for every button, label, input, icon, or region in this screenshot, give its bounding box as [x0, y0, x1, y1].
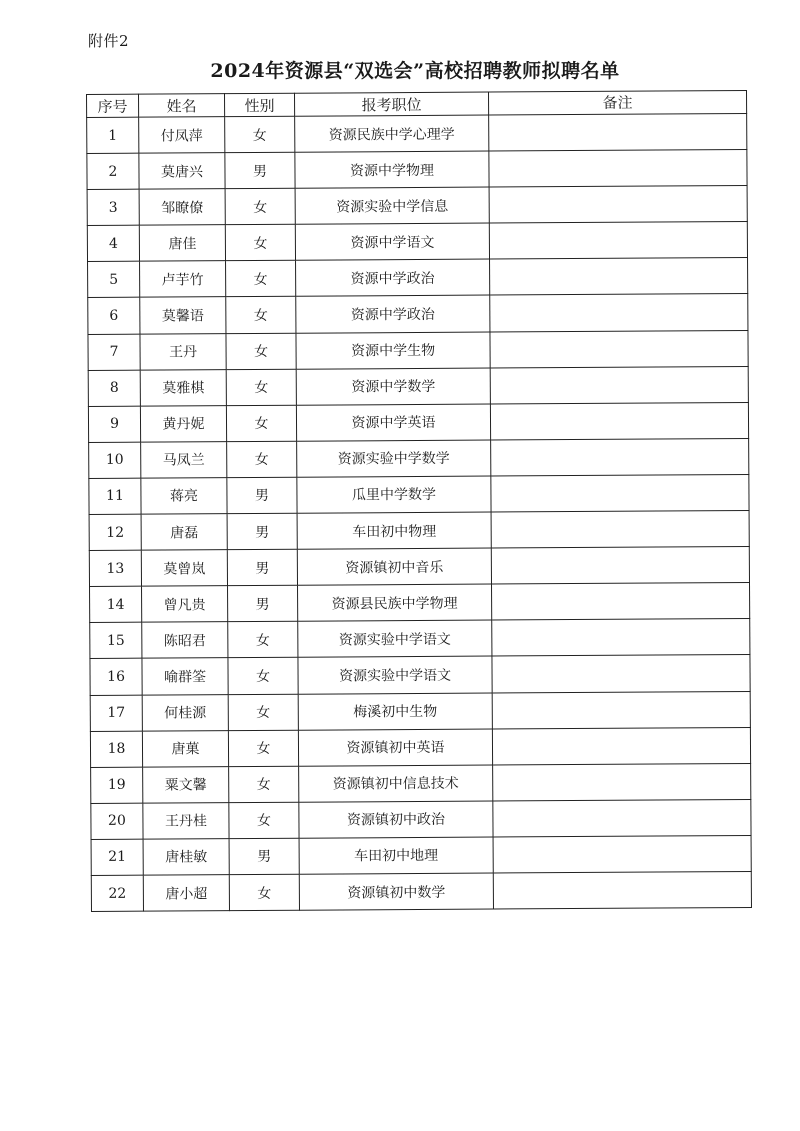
cell-position: 瓜里中学数学: [297, 476, 491, 513]
table-row: [89, 474, 749, 514]
cell-index: 8: [88, 370, 140, 406]
cell-position: 资源中学数学: [296, 368, 490, 405]
cell-gender: 男: [228, 585, 298, 622]
cell-position: 资源实验中学数学: [297, 440, 491, 477]
cell-note: [492, 655, 750, 693]
cell-name: 蒋亮: [141, 478, 227, 515]
cell-note: [490, 402, 748, 440]
cell-note: [492, 583, 750, 621]
cell-gender: 男: [227, 549, 297, 586]
cell-gender: 女: [226, 261, 296, 298]
table-row: [89, 438, 749, 478]
cell-note: [491, 474, 749, 512]
cell-name: 喻群筌: [142, 658, 228, 695]
cell-note: [489, 186, 747, 224]
cell-gender: 女: [228, 694, 298, 731]
hiring-list-table: [86, 90, 752, 912]
cell-position: 资源中学生物: [296, 332, 490, 369]
cell-name: 王丹桂: [143, 802, 229, 839]
cell-index: 5: [88, 262, 140, 298]
cell-position: 资源县民族中学物理: [298, 584, 492, 621]
cell-name: 陈昭君: [142, 622, 228, 659]
cell-gender: 男: [227, 477, 297, 514]
table-row: [88, 330, 748, 370]
cell-gender: 女: [227, 441, 297, 478]
cell-index: 11: [89, 478, 141, 514]
cell-name: 唐菓: [142, 730, 228, 767]
cell-note: [492, 727, 750, 765]
cell-name: 何桂源: [142, 694, 228, 731]
cell-index: 4: [87, 225, 139, 261]
column-header-gender: 性别: [225, 93, 295, 116]
table-row: [88, 258, 748, 298]
cell-note: [493, 763, 751, 801]
cell-position: 梅溪初中生物: [298, 693, 492, 730]
cell-name: 唐磊: [141, 514, 227, 551]
cell-position: 资源镇初中数学: [299, 873, 493, 910]
document-title: 2024年资源县“双选会”高校招聘教师拟聘名单: [210, 60, 620, 82]
cell-note: [493, 871, 751, 909]
cell-index: 14: [90, 586, 142, 622]
cell-position: 资源中学政治: [296, 259, 490, 296]
cell-index: 21: [91, 839, 143, 875]
cell-note: [491, 547, 749, 585]
cell-name: 曾凡贵: [142, 586, 228, 623]
cell-note: [490, 294, 748, 332]
cell-position: 资源实验中学语文: [298, 656, 492, 693]
cell-index: 1: [87, 117, 139, 153]
table-row: [90, 583, 750, 623]
cell-index: 7: [88, 334, 140, 370]
cell-gender: 女: [225, 225, 295, 262]
cell-gender: 女: [228, 730, 298, 767]
cell-name: 邹瞭僚: [139, 189, 225, 226]
cell-note: [490, 366, 748, 404]
table-row: [90, 727, 750, 767]
cell-position: 车田初中地理: [299, 837, 493, 874]
cell-position: 资源实验中学信息: [295, 187, 489, 224]
cell-note: [489, 150, 747, 188]
table-row: [87, 222, 747, 262]
cell-position: 资源镇初中政治: [299, 801, 493, 838]
cell-position: 资源镇初中英语: [298, 729, 492, 766]
cell-index: 22: [91, 875, 143, 911]
cell-index: 13: [89, 550, 141, 586]
cell-note: [493, 799, 751, 837]
cell-gender: 男: [225, 152, 295, 189]
cell-gender: 女: [225, 188, 295, 225]
cell-position: 资源镇初中音乐: [297, 548, 491, 585]
cell-name: 莫曾岚: [141, 550, 227, 587]
cell-name: 莫馨语: [140, 297, 226, 334]
cell-gender: 女: [229, 802, 299, 839]
cell-note: [492, 691, 750, 729]
cell-index: 17: [90, 695, 142, 731]
cell-position: 资源中学物理: [295, 151, 489, 188]
cell-name: 唐桂敏: [143, 839, 229, 876]
table-row: [89, 547, 749, 587]
cell-gender: 女: [226, 297, 296, 334]
table-row: [88, 402, 748, 442]
cell-name: 卢芋竹: [140, 261, 226, 298]
cell-name: 黄丹妮: [140, 405, 226, 442]
cell-index: 6: [88, 298, 140, 334]
cell-gender: 女: [225, 116, 295, 153]
cell-name: 粟文馨: [143, 766, 229, 803]
cell-index: 15: [90, 622, 142, 658]
cell-index: 18: [90, 731, 142, 767]
table-row: [90, 655, 750, 695]
table-row: [87, 150, 747, 190]
column-header-index: 序号: [87, 94, 139, 117]
cell-gender: 女: [228, 622, 298, 659]
cell-name: 莫唐兴: [139, 153, 225, 190]
cell-name: 莫雅棋: [140, 369, 226, 406]
cell-note: [492, 619, 750, 657]
table-row: [90, 619, 750, 659]
table-row: [91, 763, 751, 803]
cell-name: 付凤萍: [139, 117, 225, 154]
column-header-note: 备注: [488, 90, 746, 115]
table-row: [91, 871, 751, 911]
column-header-position: 报考职位: [294, 92, 488, 116]
cell-position: 资源中学英语: [296, 404, 490, 441]
cell-gender: 男: [227, 513, 297, 550]
table-row: [90, 691, 750, 731]
cell-gender: 女: [228, 658, 298, 695]
cell-index: 19: [91, 767, 143, 803]
cell-index: 12: [89, 514, 141, 550]
table-row: [88, 294, 748, 334]
cell-index: 2: [87, 153, 139, 189]
cell-gender: 女: [229, 766, 299, 803]
table-row: [91, 835, 751, 875]
cell-gender: 男: [229, 838, 299, 875]
cell-name: 王丹: [140, 333, 226, 370]
cell-position: 资源民族中学心理学: [295, 115, 489, 152]
cell-note: [493, 835, 751, 873]
table-row: [87, 113, 747, 153]
cell-index: 9: [88, 406, 140, 442]
cell-note: [490, 330, 748, 368]
cell-index: 3: [87, 189, 139, 225]
cell-position: 车田初中物理: [297, 512, 491, 549]
cell-note: [490, 258, 748, 296]
table-row: [88, 366, 748, 406]
column-header-name: 姓名: [139, 94, 225, 118]
cell-note: [489, 222, 747, 260]
cell-name: 唐小超: [143, 875, 229, 912]
table-row: [91, 799, 751, 839]
table-row: [87, 186, 747, 226]
cell-gender: 女: [226, 369, 296, 406]
cell-gender: 女: [229, 874, 299, 911]
table-body: [87, 113, 752, 911]
cell-note: [491, 438, 749, 476]
cell-index: 20: [91, 803, 143, 839]
table-row: [89, 510, 749, 550]
cell-index: 16: [90, 659, 142, 695]
cell-gender: 女: [226, 333, 296, 370]
cell-gender: 女: [226, 405, 296, 442]
cell-position: 资源中学政治: [296, 296, 490, 333]
cell-name: 马凤兰: [141, 441, 227, 478]
cell-position: 资源镇初中信息技术: [299, 765, 493, 802]
cell-note: [489, 113, 747, 151]
cell-note: [491, 510, 749, 548]
attachment-label: 附件2: [88, 32, 130, 50]
cell-name: 唐佳: [139, 225, 225, 262]
cell-position: 资源实验中学语文: [298, 620, 492, 657]
cell-index: 10: [89, 442, 141, 478]
cell-position: 资源中学语文: [295, 223, 489, 260]
